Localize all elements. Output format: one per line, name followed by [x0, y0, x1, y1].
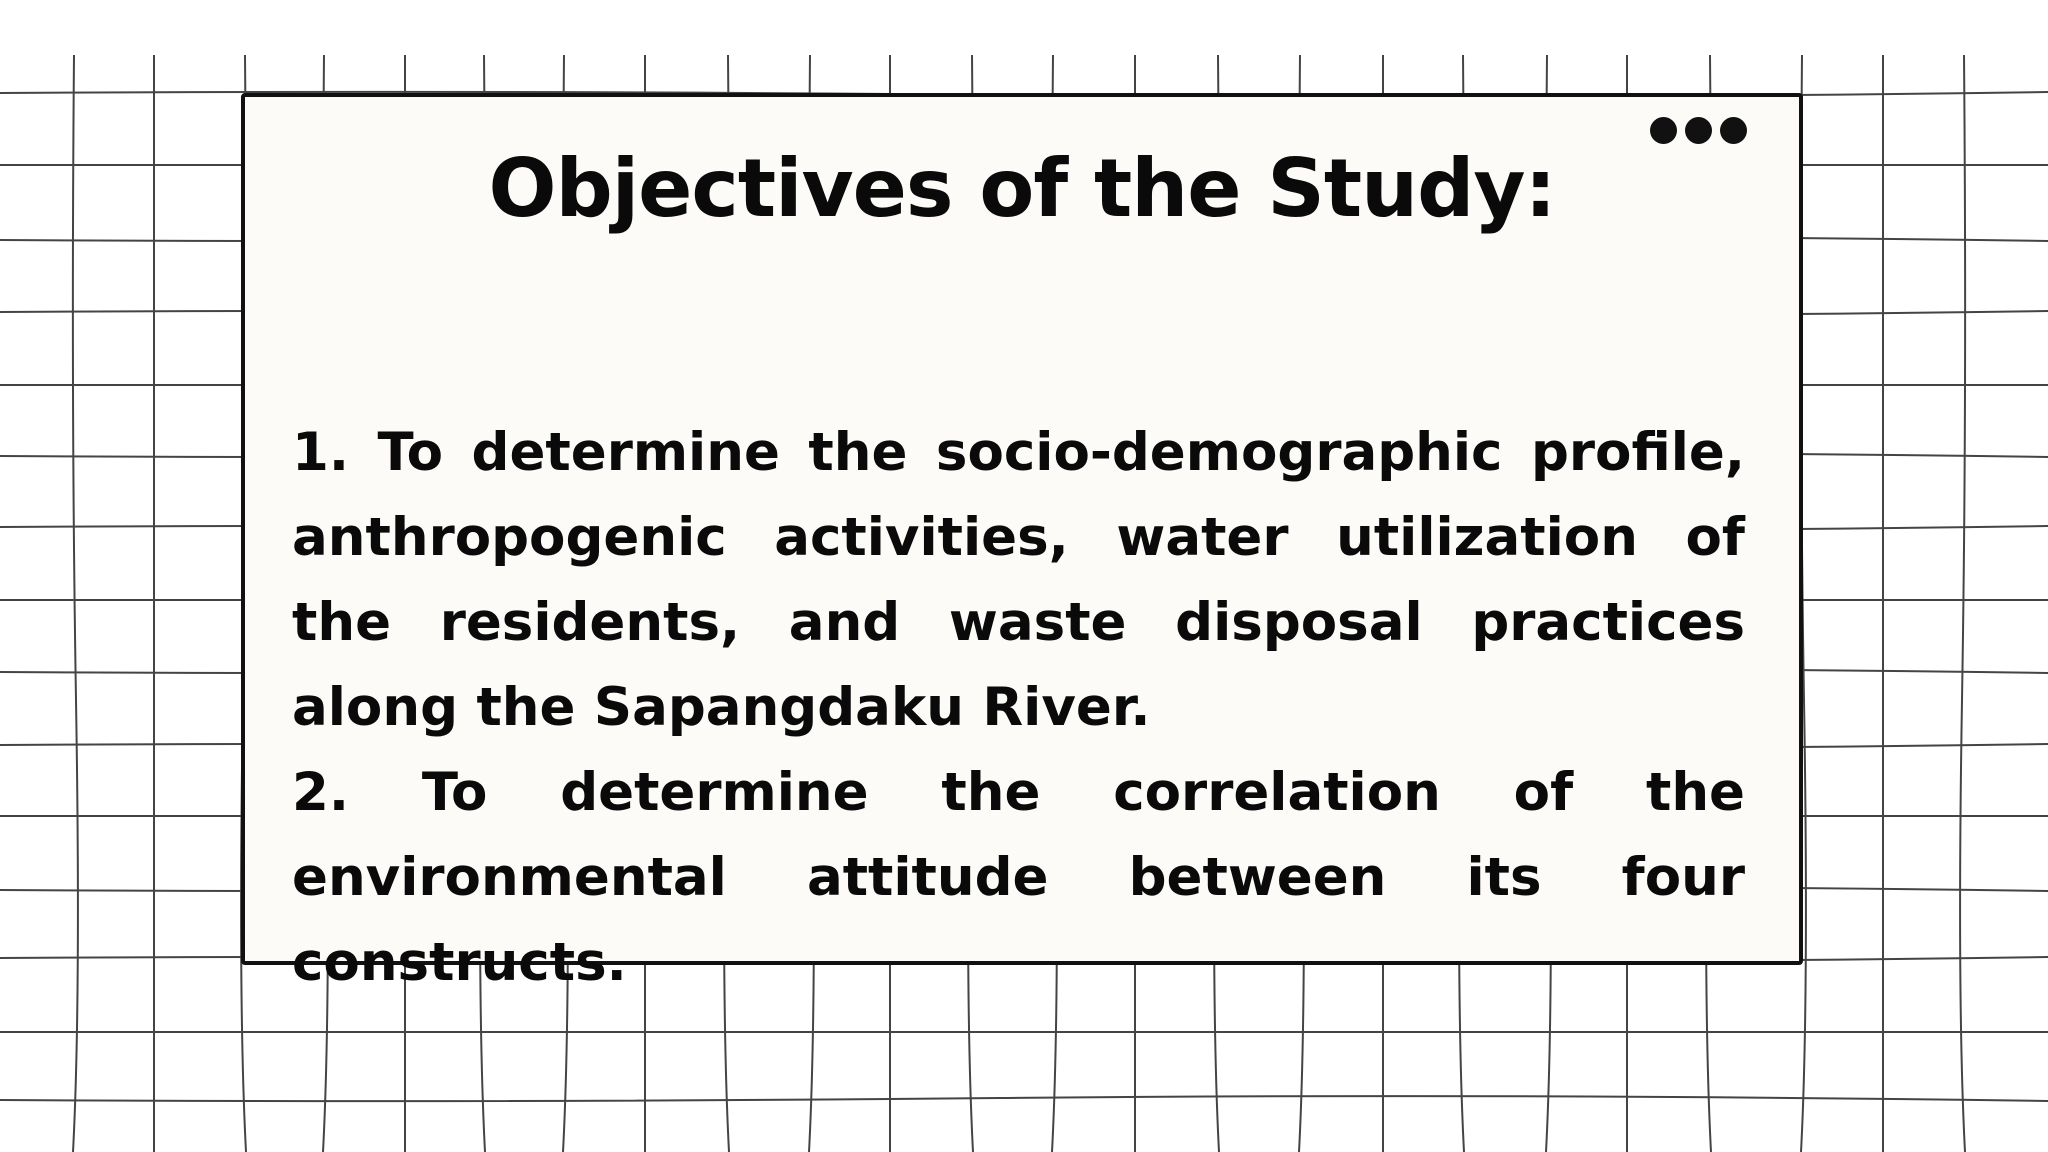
grid-line-vertical: [1960, 55, 1965, 1152]
grid-line-horizontal: [0, 1096, 2048, 1101]
grid-line-vertical: [73, 55, 78, 1152]
objective-item-2: 2. To determine the correlation of the environmental attitude between its four constructs.: [292, 762, 1745, 993]
objective-item-1: 1. To determine the socio-demographic profile, anthropogenic activities, water utilization of the residents, and waste disposal practices along the Sapangdaku River.: [292, 422, 1745, 738]
objectives-card: [241, 93, 1803, 993]
slide-title: Objectives of the Study:: [488, 142, 1556, 235]
objectives-list: [292, 410, 1745, 1005]
